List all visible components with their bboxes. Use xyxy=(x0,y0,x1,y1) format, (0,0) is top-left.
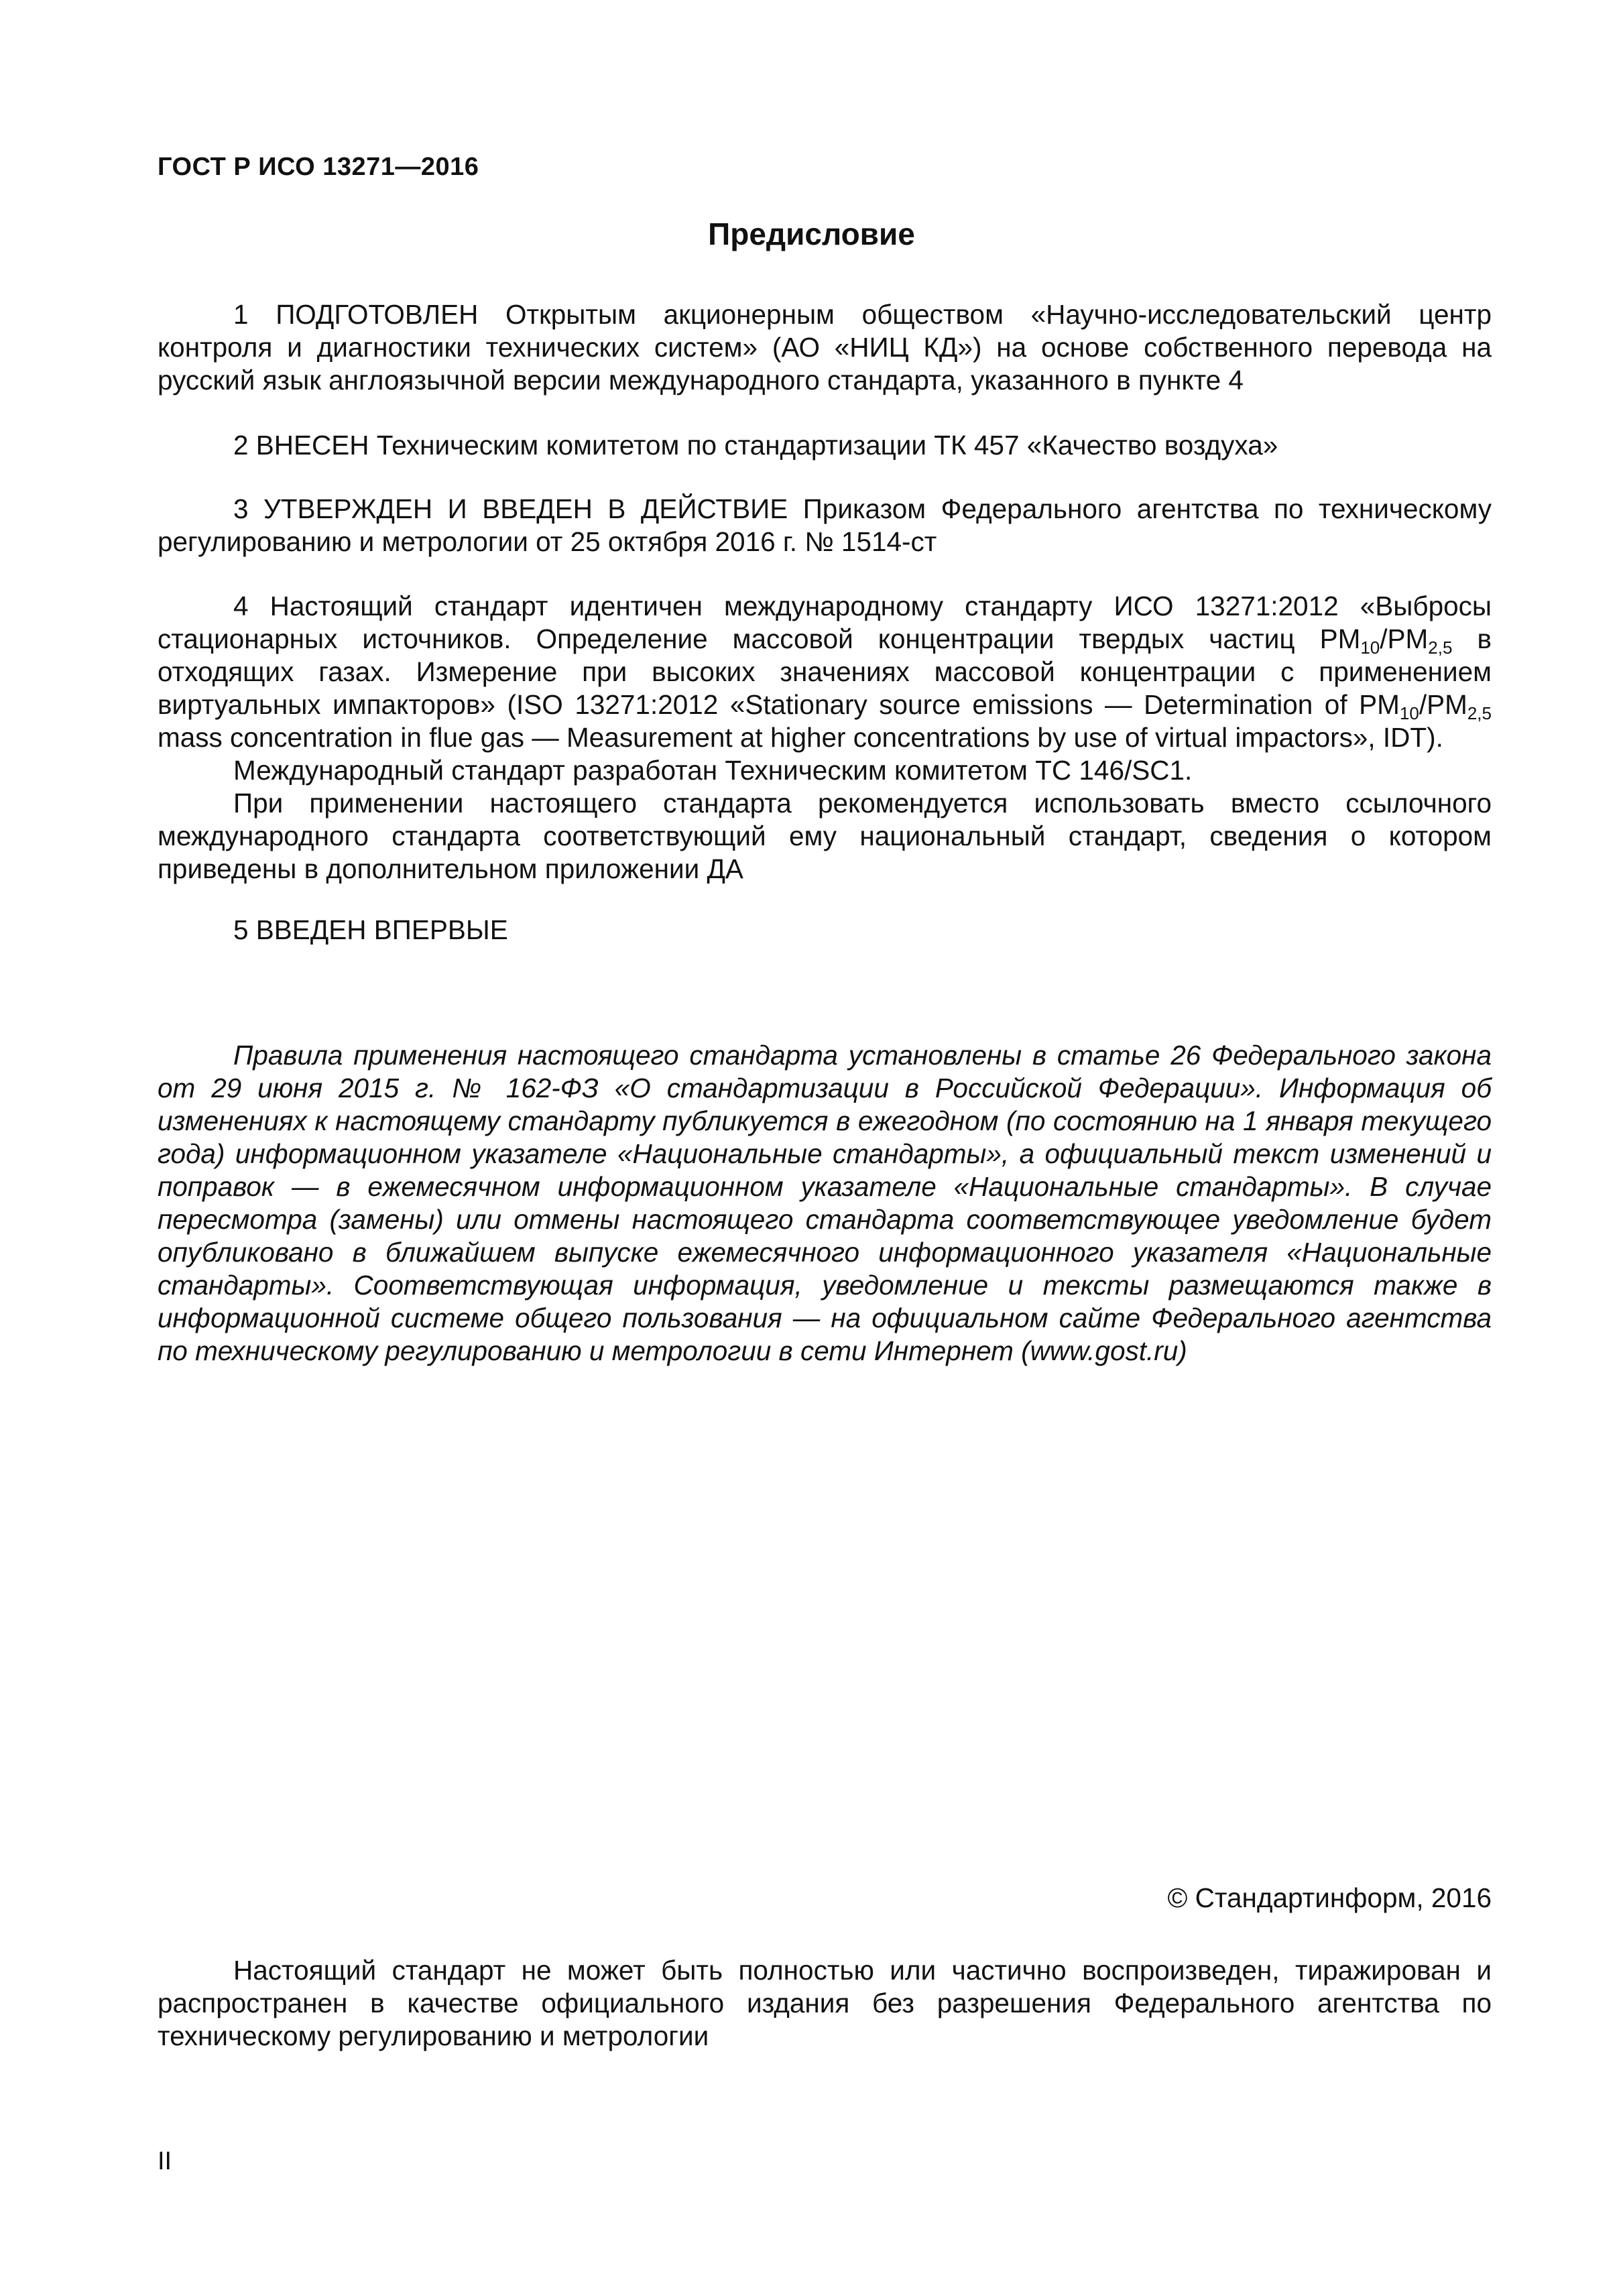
item-4-part-4: /PM xyxy=(1419,689,1467,720)
item-4-part-3: в отходящих газах. Измерение при высоких значениях массовой концентрации с применением виртуальных импакторов» (ISO 13271:2012 «Stationary source emissions — Determination of PM xyxy=(158,623,1492,720)
reproduction-text: Настоящий стандарт не может быть полностью или частично воспроизведен, тиражирован и распространен в качестве официального издания без разрешения Федерального агентства по техническому регулированию и метрологии xyxy=(158,1955,1492,2051)
item-1-text: 1 ПОДГОТОВЛЕН Открытым акционерным обществом «Научно-исследовательский центр контроля и диагностики технических систем» (АО «НИЦ КД») на основе собственного перевода на русский язык англоязычной версии международного стандарта, указанного в пункте 4 xyxy=(158,299,1492,396)
item-4-part-5: mass concentration in flue gas — Measurement at higher concentrations by use of virtual impactors», IDT). xyxy=(158,722,1443,753)
item-4-text xyxy=(158,590,1492,754)
item-5-text: 5 ВВЕДЕН ВПЕРВЫЕ xyxy=(233,914,508,945)
item-4-usage-note: При применении настоящего стандарта рекомендуется использовать вместо ссылочного международного стандарта соответствующий ему национальный стандарт, сведения о котором приведены в дополнительном приложении ДА xyxy=(158,788,1492,884)
page-number: II xyxy=(158,2147,172,2175)
copyright: © Стандартинформ, 2016 xyxy=(1167,1882,1492,1913)
item-2-text: 2 ВНЕСЕН Техническим комитетом по стандартизации ТК 457 «Качество воздуха» xyxy=(233,430,1278,461)
item-5 xyxy=(158,914,1492,947)
item-3 xyxy=(158,493,1492,558)
item-4-part-2: /PM xyxy=(1380,623,1429,654)
pm10-subscript: 10 xyxy=(1360,638,1380,658)
item-3-text: 3 УТВЕРЖДЕН И ВВЕДЕН В ДЕЙСТВИЕ Приказом Федерального агентства по техническому регулированию и метрологии от 25 октября 2016 г. № 1514-ст xyxy=(158,493,1492,557)
pm25-subscript: 2,5 xyxy=(1467,703,1492,723)
item-2 xyxy=(158,429,1492,462)
item-4 xyxy=(158,590,1492,886)
document-code: ГОСТ Р ИСО 13271—2016 xyxy=(158,153,479,181)
reproduction-notice xyxy=(158,1954,1492,2053)
item-4-committee: Международный стандарт разработан Техническим комитетом ТС 146/SC1. xyxy=(233,755,1193,786)
application-rules-notice xyxy=(158,1039,1492,1368)
item-1 xyxy=(158,298,1492,397)
pm10-subscript: 10 xyxy=(1399,703,1419,723)
pm25-subscript: 2,5 xyxy=(1428,638,1453,658)
notice-text: Правила применения настоящего стандарта установлены в статье 26 Федерального закона от 29 июня 2015 г. № 162-ФЗ «О стандартизации в Российской Федерации». Информация об изменениях к настоящему стандарту публикуется в ежегодном (по состоянию на 1 января текущего года) информационном указателе «Национальные стандарты», а официальный текст изменений и поправок — в ежемесячном информационном указателе «Национальные стандарты». В случае пересмотра (замены) или отмены настоящего стандарта соответствующее уведомление будет опубликовано в ближайшем выпуске ежемесячного информационного указателя «Национальные стандарты». Соответствующая информация, уведомление и тексты размещаются также в информационной системе общего пользования — на официальном сайте Федерального агентства по техническому регулированию и метрологии в сети Интернет (www.gost.ru) xyxy=(158,1040,1492,1366)
item-4-part-1: 4 Настоящий стандарт идентичен международному стандарту ИСО 13271:2012 «Выбросы стационарных источников. Определение массовой концентрации твердых частиц PM xyxy=(158,591,1492,654)
section-title: Предисловие xyxy=(708,217,915,251)
